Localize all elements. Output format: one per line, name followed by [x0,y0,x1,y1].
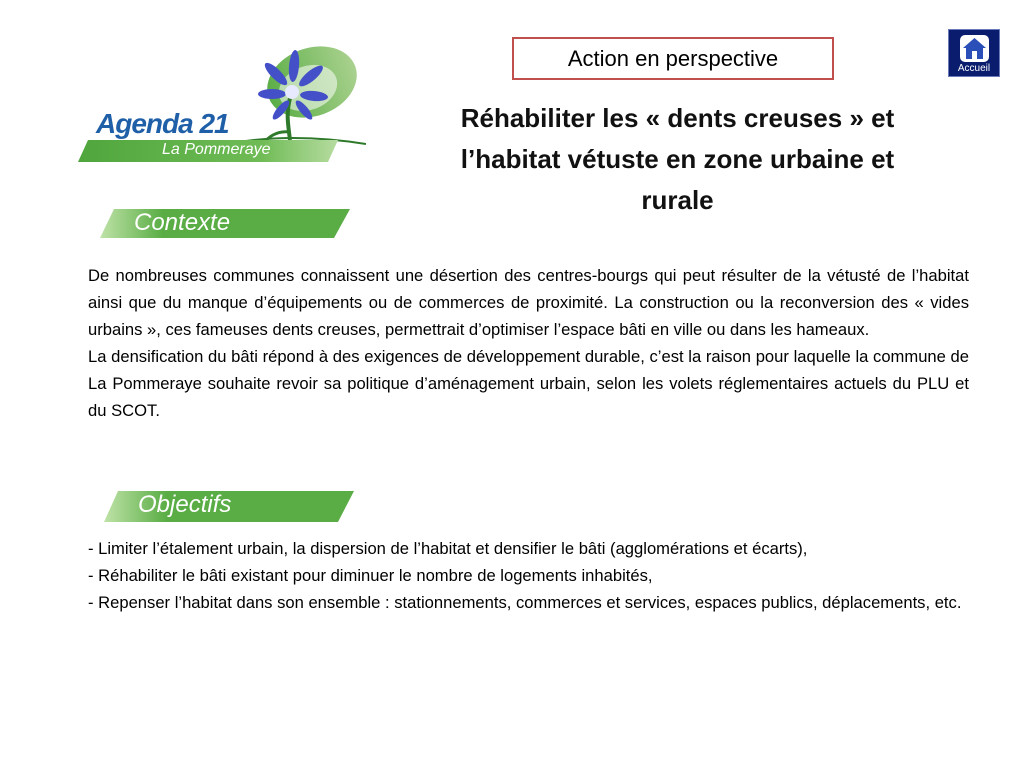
home-button[interactable] [948,29,1000,77]
action-label-box [512,37,834,80]
list-item: - Réhabiliter le bâti existant pour diminuer le nombre de logements inhabités, [88,566,653,585]
home-button-label: Accueil [957,63,991,74]
page-title [410,98,945,221]
title-line: l’habitat vétuste en zone urbaine et [460,144,895,174]
objectifs-banner [104,491,356,523]
objectifs-heading: Objectifs [138,491,232,518]
contexte-banner [100,209,352,239]
logo-title: Agenda 21 [96,108,229,139]
objectifs-list [88,535,969,616]
action-label: Action en perspective [567,45,779,71]
title-line: Réhabiliter les « dents creuses » et [460,103,895,133]
title-line: rurale [641,185,714,215]
list-item: - Limiter l’étalement urbain, la dispersion de l’habitat et densifier le bâti (agglomérations et écarts), [88,539,808,558]
home-icon [960,35,989,62]
list-item: - Repenser l’habitat dans son ensemble : stationnements, commerces et services, espaces publics, déplacements, etc. [88,593,962,612]
agenda21-logo [76,44,366,174]
paragraph: De nombreuses communes connaissent une désertion des centres-bourgs qui peut résulter de la vétusté de l’habitat ainsi que du manque d’équipements ou de commerces de proximité. La construction ou la reconversion des « vides urbains », ces fameuses dents creuses, permettrait d’optimiser l’espace bâti en ville ou dans les hameaux. [88,266,969,339]
contexte-text [88,262,969,424]
logo-subtitle: La Pommeraye [162,141,271,158]
contexte-heading: Contexte [134,209,231,236]
paragraph: La densification du bâti répond à des exigences de développement durable, c’est la raison pour laquelle la commune de La Pommeraye souhaite revoir sa politique d’aménagement urbain, selon les volets réglementaires actuels du PLU et du SCOT. [88,347,969,420]
